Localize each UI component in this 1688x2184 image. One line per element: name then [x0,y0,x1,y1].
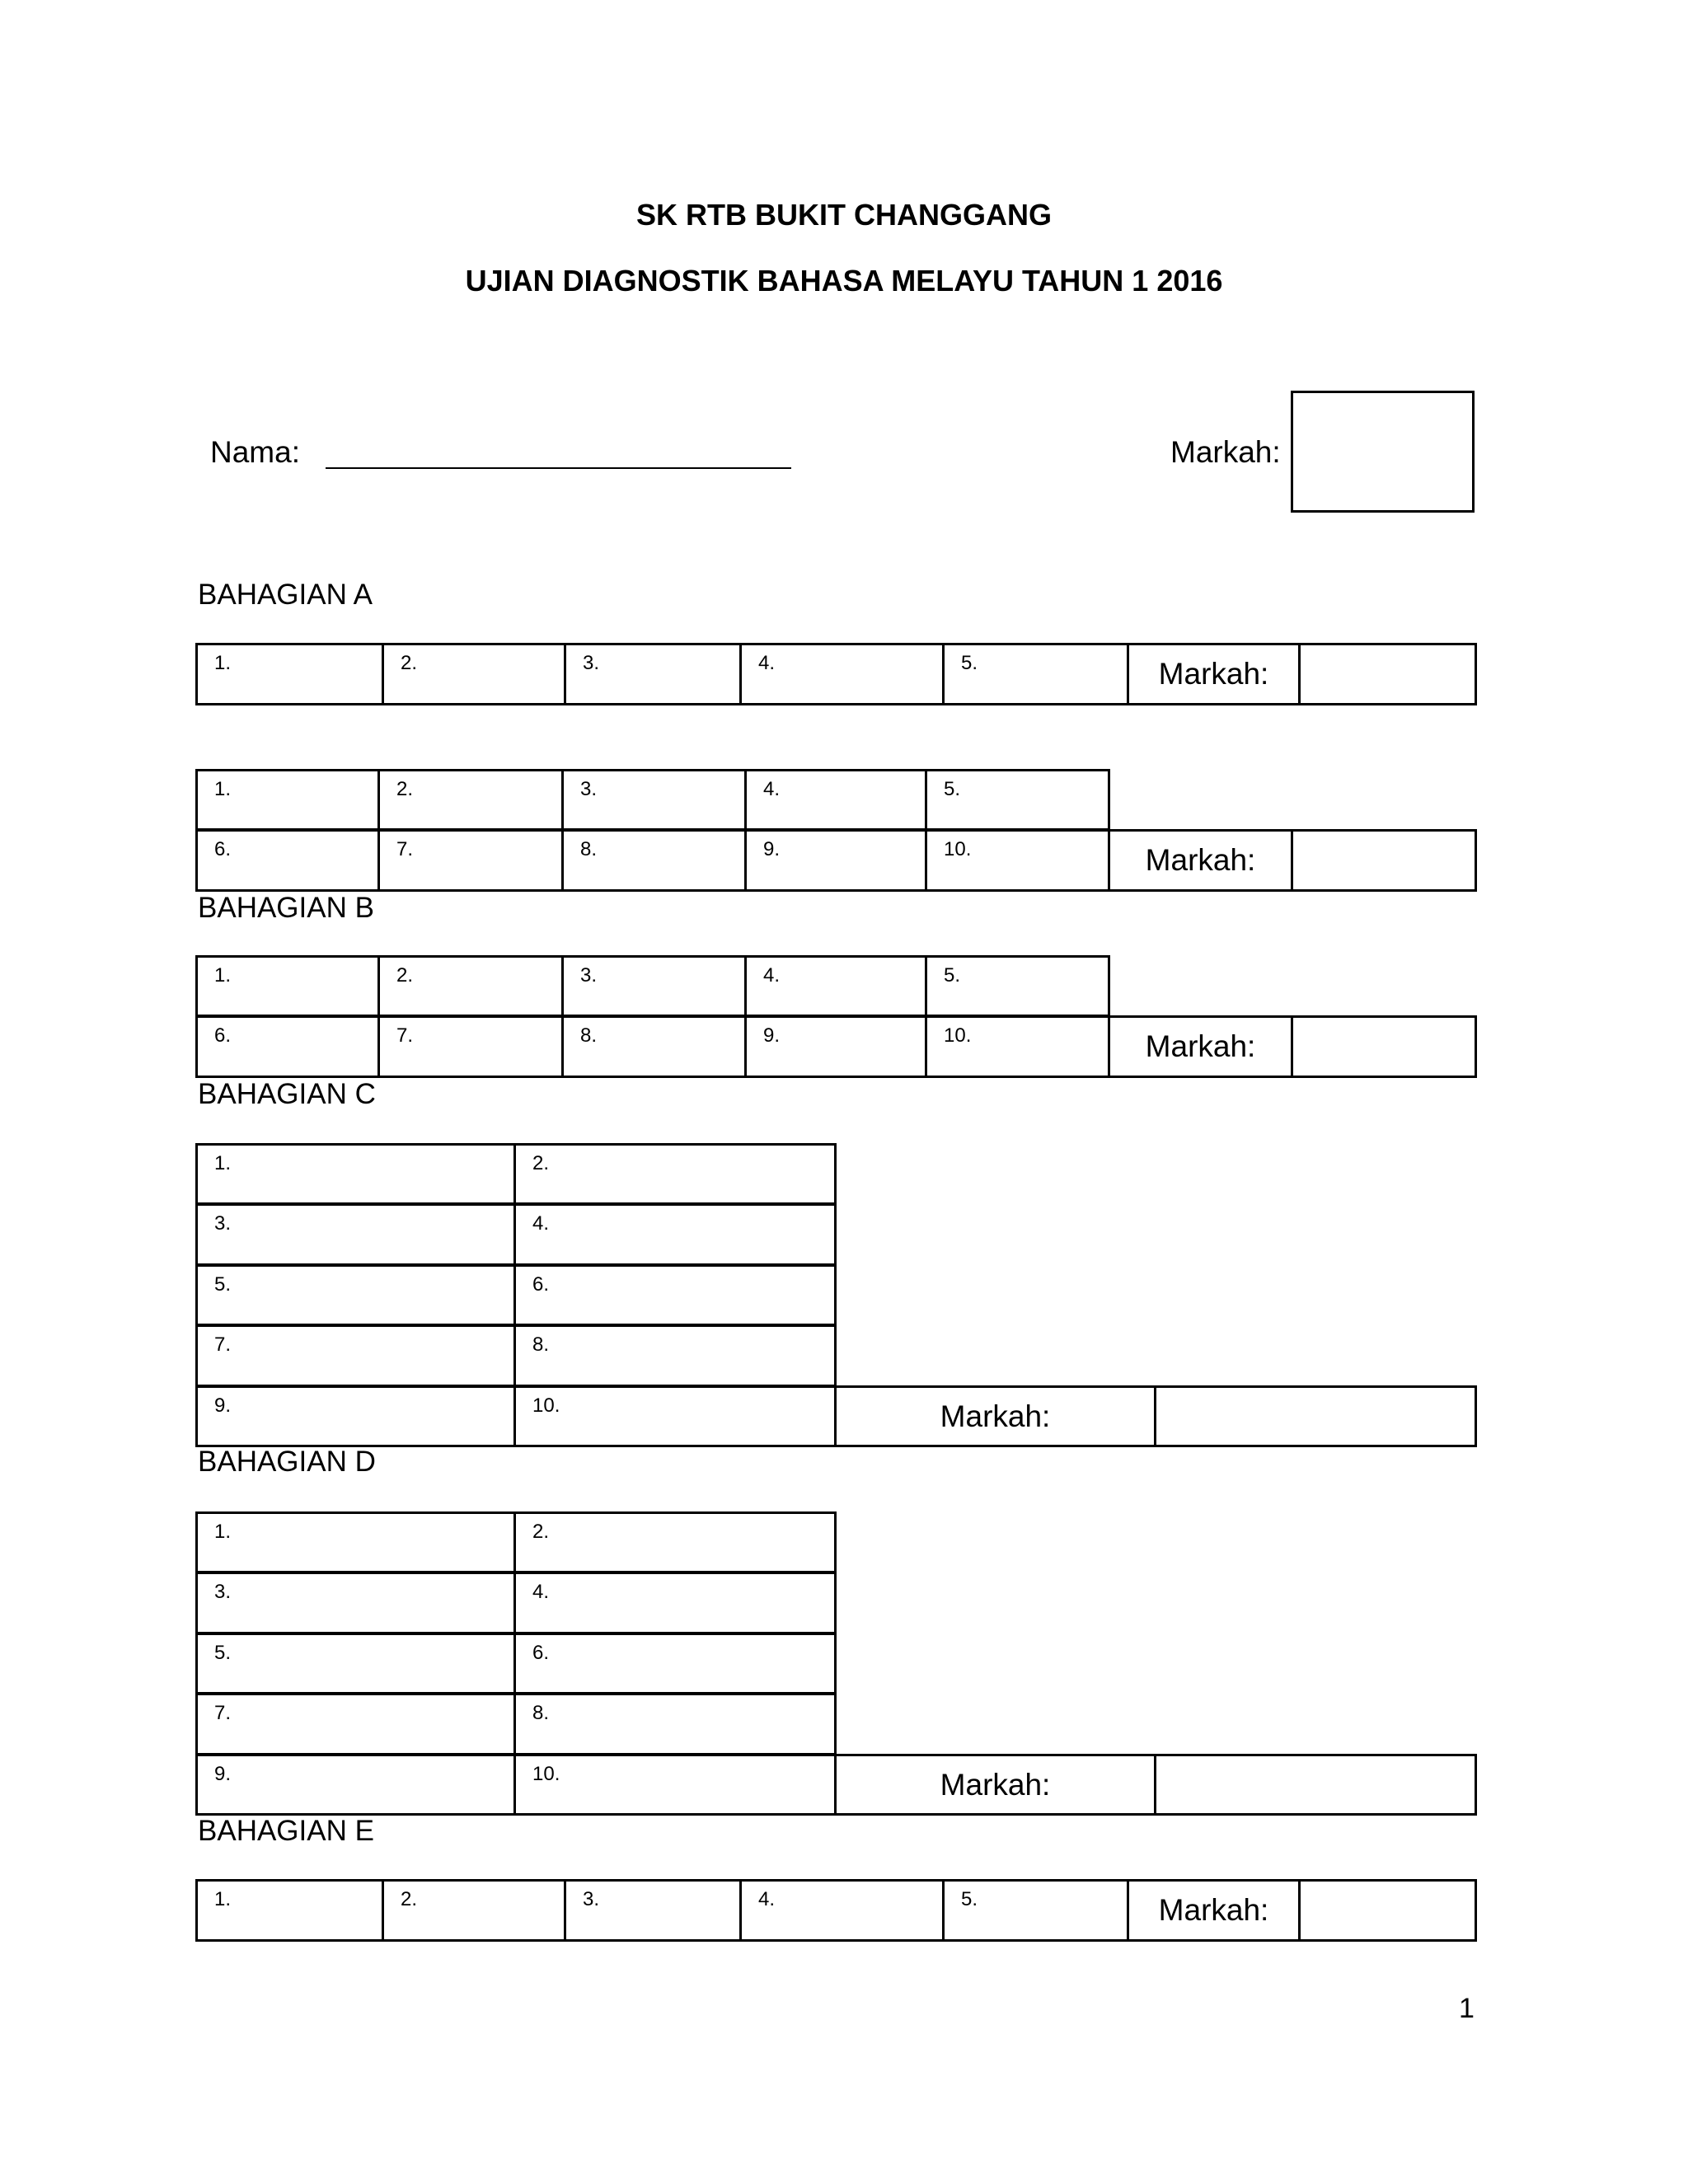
mark-box[interactable] [1291,1015,1477,1078]
question-number: 6. [532,1642,550,1664]
answer-cell[interactable] [377,769,564,831]
answer-cell[interactable] [195,829,380,892]
question-number: 7. [214,1702,232,1724]
section-e-title: BAHAGIAN E [198,1815,374,1847]
question-number: 6. [214,838,232,860]
mark-box[interactable] [1298,1879,1477,1942]
question-number: 3. [214,1212,232,1235]
answer-cell[interactable] [744,769,927,831]
question-number: 6. [214,1024,232,1047]
question-number: 6. [532,1273,550,1296]
answer-cell[interactable] [925,955,1110,1017]
question-number: 9. [214,1394,232,1417]
answer-cell[interactable] [195,769,380,831]
question-number: 1. [214,964,232,987]
mark-box[interactable] [1298,643,1477,705]
answer-cell[interactable] [382,643,566,705]
mark-label: Markah: [1158,657,1269,691]
question-number: 7. [396,838,414,860]
answer-cell[interactable] [744,829,927,892]
mark-label-cell [1108,829,1293,892]
question-number: 4. [763,964,781,987]
question-number: 4. [763,778,781,800]
question-number: 4. [532,1581,550,1603]
answer-cell[interactable] [513,1264,837,1326]
total-mark-box[interactable] [1291,391,1475,513]
mark-label: Markah: [940,1399,1051,1433]
answer-cell[interactable] [561,1015,747,1078]
page-number: 1 [1459,1993,1475,2024]
answer-cell[interactable] [513,1693,837,1755]
answer-cell[interactable] [925,1015,1110,1078]
answer-cell[interactable] [513,1143,837,1205]
answer-cell[interactable] [564,643,742,705]
mark-label-cell [1127,1879,1301,1942]
section-c-title: BAHAGIAN C [198,1078,376,1110]
question-number: 10. [944,838,972,860]
answer-cell[interactable] [925,769,1110,831]
question-number: 3. [583,652,600,674]
answer-cell[interactable] [377,955,564,1017]
question-number: 8. [532,1333,550,1356]
question-number: 3. [583,1888,600,1910]
question-number: 5. [961,652,978,674]
answer-cell[interactable] [561,769,747,831]
mark-label-cell [1108,1015,1293,1078]
question-number: 10. [944,1024,972,1047]
answer-cell[interactable] [513,1511,837,1573]
mark-label: Markah: [940,1767,1051,1802]
mark-label: Markah: [1145,1029,1256,1063]
question-number: 1. [214,1888,232,1910]
answer-cell[interactable] [513,1633,837,1694]
answer-cell[interactable] [195,1572,516,1634]
answer-cell[interactable] [195,1693,516,1755]
answer-cell[interactable] [195,1143,516,1205]
total-mark-label: Markah: [1170,435,1281,469]
question-number: 3. [214,1581,232,1603]
answer-cell[interactable] [744,1015,927,1078]
question-number: 1. [214,652,232,674]
question-number: 2. [396,964,414,987]
answer-cell[interactable] [513,1324,837,1387]
question-number: 5. [944,964,961,987]
answer-cell[interactable] [744,955,927,1017]
question-number: 8. [532,1702,550,1724]
section-a-title: BAHAGIAN A [198,579,373,611]
answer-cell[interactable] [513,1385,837,1447]
answer-cell[interactable] [513,1203,837,1266]
question-number: 3. [580,964,598,987]
answer-cell[interactable] [925,829,1110,892]
question-number: 3. [580,778,598,800]
answer-cell[interactable] [513,1572,837,1634]
answer-cell[interactable] [561,829,747,892]
section-d-title: BAHAGIAN D [198,1446,376,1478]
answer-cell[interactable] [942,643,1129,705]
answer-cell[interactable] [195,1264,516,1326]
answer-cell[interactable] [377,829,564,892]
question-number: 2. [401,652,418,674]
answer-cell[interactable] [739,643,945,705]
question-number: 2. [532,1521,550,1543]
answer-cell[interactable] [195,1324,516,1387]
answer-cell[interactable] [195,1385,516,1447]
section-b-title: BAHAGIAN B [198,892,374,924]
question-number: 10. [532,1763,560,1785]
question-number: 1. [214,1152,232,1174]
answer-cell[interactable] [377,1015,564,1078]
question-number: 5. [944,778,961,800]
mark-label: Markah: [1145,843,1256,877]
mark-label-cell [1127,643,1301,705]
answer-cell[interactable] [195,1633,516,1694]
answer-cell[interactable] [195,1754,516,1816]
answer-cell[interactable] [195,1511,516,1573]
mark-label-cell [834,1754,1156,1816]
mark-box[interactable] [1154,1754,1477,1816]
answer-cell[interactable] [195,1879,384,1942]
question-number: 9. [763,1024,781,1047]
question-number: 7. [396,1024,414,1047]
question-number: 2. [532,1152,550,1174]
answer-cell[interactable] [195,955,380,1017]
question-number: 5. [214,1273,232,1296]
question-number: 2. [401,1888,418,1910]
answer-cell[interactable] [942,1879,1129,1942]
answer-cell[interactable] [513,1754,837,1816]
school-title: SK RTB BUKIT CHANGGANG [636,198,1052,232]
question-number: 1. [214,1521,232,1543]
mark-box[interactable] [1154,1385,1477,1447]
question-number: 8. [580,1024,598,1047]
question-number: 10. [532,1394,560,1417]
question-number: 5. [961,1888,978,1910]
question-number: 9. [214,1763,232,1785]
answer-cell[interactable] [561,955,747,1017]
answer-cell[interactable] [564,1879,742,1942]
exam-title: UJIAN DIAGNOSTIK BAHASA MELAYU TAHUN 1 2016 [465,264,1223,298]
question-number: 9. [763,838,781,860]
name-label: Nama: [210,435,300,469]
question-number: 4. [532,1212,550,1235]
question-number: 4. [758,652,776,674]
mark-label-cell [834,1385,1156,1447]
name-field[interactable] [326,467,791,469]
answer-cell[interactable] [739,1879,945,1942]
question-number: 7. [214,1333,232,1356]
answer-cell[interactable] [195,1015,380,1078]
question-number: 4. [758,1888,776,1910]
answer-cell[interactable] [195,1203,516,1266]
answer-cell[interactable] [382,1879,566,1942]
question-number: 2. [396,778,414,800]
mark-label: Markah: [1158,1893,1269,1927]
answer-cell[interactable] [195,643,384,705]
mark-box[interactable] [1291,829,1477,892]
question-number: 8. [580,838,598,860]
question-number: 1. [214,778,232,800]
question-number: 5. [214,1642,232,1664]
